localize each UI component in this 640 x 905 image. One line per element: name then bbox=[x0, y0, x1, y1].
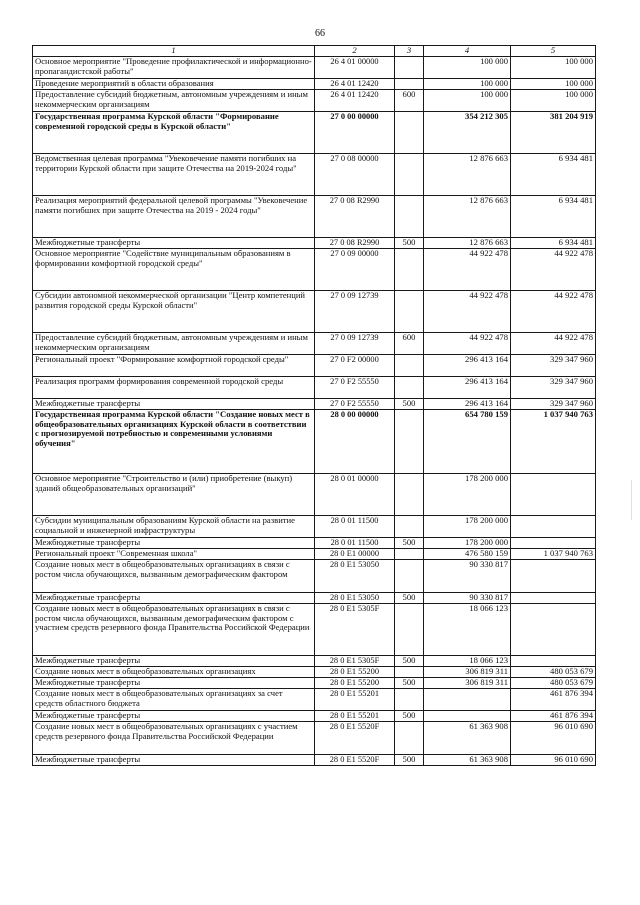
row-code: 28 0 01 11500 bbox=[315, 516, 395, 538]
row-amount-year-1: 18 066 123 bbox=[424, 656, 511, 667]
row-amount-year-2: 480 053 679 bbox=[511, 678, 596, 689]
row-code: 26 4 01 12420 bbox=[315, 90, 395, 112]
row-amount-year-2: 461 876 394 bbox=[511, 689, 596, 711]
row-name: Создание новых мест в общеобразовательных организациях bbox=[33, 667, 315, 678]
row-amount-year-2: 329 347 960 bbox=[511, 377, 596, 399]
column-header-year-1: 4 bbox=[424, 46, 511, 57]
row-amount-year-2: 44 922 478 bbox=[511, 291, 596, 333]
row-amount-year-1 bbox=[424, 689, 511, 711]
row-code: 27 0 00 00000 bbox=[315, 112, 395, 154]
row-amount-year-2: 480 053 679 bbox=[511, 667, 596, 678]
row-amount-year-1: 100 000 bbox=[424, 57, 511, 79]
row-amount-year-2: 329 347 960 bbox=[511, 355, 596, 377]
row-name: Основное мероприятие "Проведение профилактической и информационно-пропагандистской работы" bbox=[33, 57, 315, 79]
row-amount-year-1: 100 000 bbox=[424, 90, 511, 112]
row-kvr: 500 bbox=[395, 656, 424, 667]
row-code: 27 0 08 R2990 bbox=[315, 196, 395, 238]
column-header-year-2: 5 bbox=[511, 46, 596, 57]
row-amount-year-2: 6 934 481 bbox=[511, 196, 596, 238]
row-amount-year-1: 18 066 123 bbox=[424, 604, 511, 656]
table-row bbox=[33, 90, 596, 112]
row-amount-year-1: 12 876 663 bbox=[424, 238, 511, 249]
table-row bbox=[33, 79, 596, 90]
row-name: Региональный проект "Формирование комфортной городской среды" bbox=[33, 355, 315, 377]
row-kvr bbox=[395, 410, 424, 474]
table-row bbox=[33, 377, 596, 399]
table-row bbox=[33, 249, 596, 291]
row-code: 27 0 08 00000 bbox=[315, 154, 395, 196]
row-code: 27 0 F2 55550 bbox=[315, 377, 395, 399]
row-amount-year-2: 329 347 960 bbox=[511, 399, 596, 410]
row-amount-year-2 bbox=[511, 516, 596, 538]
row-kvr bbox=[395, 377, 424, 399]
row-amount-year-2: 100 000 bbox=[511, 90, 596, 112]
row-name: Создание новых мест в общеобразовательных организациях в связи с ростом числа обучающихся, вызванным демографическим фактором с участием средств резервного фонда Правительства Российской Федерации bbox=[33, 604, 315, 656]
row-code: 28 0 E1 00000 bbox=[315, 549, 395, 560]
row-amount-year-1: 61 363 908 bbox=[424, 755, 511, 766]
row-amount-year-2: 100 000 bbox=[511, 57, 596, 79]
row-code: 28 0 E1 55200 bbox=[315, 678, 395, 689]
table-row bbox=[33, 656, 596, 667]
row-amount-year-2 bbox=[511, 560, 596, 593]
row-amount-year-2: 1 037 940 763 bbox=[511, 549, 596, 560]
row-kvr bbox=[395, 560, 424, 593]
row-kvr bbox=[395, 79, 424, 90]
row-amount-year-1: 306 819 311 bbox=[424, 667, 511, 678]
scan-edge-mark bbox=[631, 480, 636, 520]
row-amount-year-1: 100 000 bbox=[424, 79, 511, 90]
row-code: 28 0 E1 5305F bbox=[315, 604, 395, 656]
row-name: Межбюджетные трансферты bbox=[33, 755, 315, 766]
row-amount-year-1: 44 922 478 bbox=[424, 291, 511, 333]
row-amount-year-2 bbox=[511, 538, 596, 549]
table-row bbox=[33, 112, 596, 154]
row-code: 28 0 E1 55201 bbox=[315, 689, 395, 711]
row-code: 28 0 E1 55201 bbox=[315, 711, 395, 722]
row-amount-year-2 bbox=[511, 604, 596, 656]
row-name: Государственная программа Курской области "Создание новых мест в общеобразовательных организациях Курской области в соответствии с прогнозируемой потребностью и современными условиями обучения" bbox=[33, 410, 315, 474]
row-amount-year-2 bbox=[511, 656, 596, 667]
row-kvr bbox=[395, 57, 424, 79]
row-code: 28 0 E1 53050 bbox=[315, 593, 395, 604]
row-name: Государственная программа Курской области "Формирование современной городской среды в Курской области" bbox=[33, 112, 315, 154]
row-name: Субсидии автономной некоммерческой организации "Центр компетенций развития городской среды Курской области" bbox=[33, 291, 315, 333]
row-kvr bbox=[395, 549, 424, 560]
row-amount-year-2: 44 922 478 bbox=[511, 333, 596, 355]
row-amount-year-1: 296 413 164 bbox=[424, 355, 511, 377]
row-amount-year-1: 178 200 000 bbox=[424, 474, 511, 516]
table-row bbox=[33, 474, 596, 516]
column-header-code: 2 bbox=[315, 46, 395, 57]
table-row bbox=[33, 538, 596, 549]
table-row bbox=[33, 549, 596, 560]
row-name: Создание новых мест в общеобразовательных организациях в связи с ростом числа обучающихся, вызванным демографическим фактором bbox=[33, 560, 315, 593]
row-kvr bbox=[395, 516, 424, 538]
row-amount-year-1 bbox=[424, 711, 511, 722]
row-name: Реализация мероприятий федеральной целевой программы "Увековечение памяти погибших при защите Отечества на 2019 - 2024 годы" bbox=[33, 196, 315, 238]
row-kvr: 500 bbox=[395, 238, 424, 249]
row-name: Субсидии муниципальным образованиям Курской области на развитие социальной и инженерной инфраструктуры bbox=[33, 516, 315, 538]
row-amount-year-1: 12 876 663 bbox=[424, 154, 511, 196]
row-kvr bbox=[395, 604, 424, 656]
row-name: Межбюджетные трансферты bbox=[33, 399, 315, 410]
table-row bbox=[33, 604, 596, 656]
row-name: Основное мероприятие "Содействие муниципальным образованиям в формировании комфортной городской среды" bbox=[33, 249, 315, 291]
row-amount-year-2: 1 037 940 763 bbox=[511, 410, 596, 474]
row-name: Предоставление субсидий бюджетным, автономным учреждениям и иным некоммерческим организациям bbox=[33, 90, 315, 112]
row-kvr: 500 bbox=[395, 678, 424, 689]
row-kvr: 600 bbox=[395, 90, 424, 112]
row-code: 28 0 E1 5305F bbox=[315, 656, 395, 667]
row-amount-year-1: 654 780 159 bbox=[424, 410, 511, 474]
row-amount-year-1: 476 580 159 bbox=[424, 549, 511, 560]
table-row bbox=[33, 560, 596, 593]
table-row bbox=[33, 154, 596, 196]
row-kvr bbox=[395, 722, 424, 755]
table-row bbox=[33, 196, 596, 238]
row-amount-year-2: 461 876 394 bbox=[511, 711, 596, 722]
row-amount-year-1: 90 330 817 bbox=[424, 560, 511, 593]
row-amount-year-1: 44 922 478 bbox=[424, 249, 511, 291]
row-kvr bbox=[395, 112, 424, 154]
row-amount-year-1: 178 200 000 bbox=[424, 538, 511, 549]
table-row bbox=[33, 410, 596, 474]
row-amount-year-1: 178 200 000 bbox=[424, 516, 511, 538]
row-amount-year-1: 306 819 311 bbox=[424, 678, 511, 689]
row-kvr bbox=[395, 474, 424, 516]
row-amount-year-2: 44 922 478 bbox=[511, 249, 596, 291]
row-code: 28 0 E1 5520F bbox=[315, 722, 395, 755]
row-amount-year-2: 96 010 690 bbox=[511, 755, 596, 766]
row-name: Проведение мероприятий в области образования bbox=[33, 79, 315, 90]
row-code: 26 4 01 12420 bbox=[315, 79, 395, 90]
row-name: Межбюджетные трансферты bbox=[33, 593, 315, 604]
row-code: 27 0 08 R2990 bbox=[315, 238, 395, 249]
table-row bbox=[33, 333, 596, 355]
table-row bbox=[33, 399, 596, 410]
row-name: Межбюджетные трансферты bbox=[33, 538, 315, 549]
row-amount-year-2: 6 934 481 bbox=[511, 154, 596, 196]
table-row bbox=[33, 689, 596, 711]
row-code: 28 0 01 11500 bbox=[315, 538, 395, 549]
table-row bbox=[33, 722, 596, 755]
row-code: 26 4 01 00000 bbox=[315, 57, 395, 79]
row-code: 28 0 E1 5520F bbox=[315, 755, 395, 766]
column-header-kvr: 3 bbox=[395, 46, 424, 57]
table-row bbox=[33, 238, 596, 249]
table-row bbox=[33, 667, 596, 678]
table-row bbox=[33, 355, 596, 377]
row-amount-year-1: 90 330 817 bbox=[424, 593, 511, 604]
row-amount-year-1: 61 363 908 bbox=[424, 722, 511, 755]
row-kvr: 500 bbox=[395, 399, 424, 410]
row-amount-year-2: 6 934 481 bbox=[511, 238, 596, 249]
table-row bbox=[33, 711, 596, 722]
row-amount-year-2 bbox=[511, 593, 596, 604]
row-code: 27 0 09 12739 bbox=[315, 291, 395, 333]
row-code: 28 0 00 00000 bbox=[315, 410, 395, 474]
column-header-name: 1 bbox=[33, 46, 315, 57]
row-amount-year-1: 354 212 305 bbox=[424, 112, 511, 154]
table-row bbox=[33, 755, 596, 766]
row-code: 27 0 F2 00000 bbox=[315, 355, 395, 377]
row-kvr bbox=[395, 291, 424, 333]
budget-table bbox=[32, 45, 596, 766]
row-name: Реализация программ формирования современной городской среды bbox=[33, 377, 315, 399]
row-kvr bbox=[395, 154, 424, 196]
row-code: 27 0 09 00000 bbox=[315, 249, 395, 291]
row-kvr bbox=[395, 689, 424, 711]
row-name: Межбюджетные трансферты bbox=[33, 678, 315, 689]
column-header-row bbox=[33, 46, 596, 57]
row-code: 27 0 09 12739 bbox=[315, 333, 395, 355]
row-kvr bbox=[395, 355, 424, 377]
row-name: Межбюджетные трансферты bbox=[33, 238, 315, 249]
row-kvr: 500 bbox=[395, 711, 424, 722]
row-code: 28 0 E1 55200 bbox=[315, 667, 395, 678]
row-amount-year-2 bbox=[511, 474, 596, 516]
row-amount-year-2: 381 204 919 bbox=[511, 112, 596, 154]
row-amount-year-1: 44 922 478 bbox=[424, 333, 511, 355]
budget-table-body bbox=[33, 46, 596, 766]
row-code: 28 0 E1 53050 bbox=[315, 560, 395, 593]
row-code: 27 0 F2 55550 bbox=[315, 399, 395, 410]
table-row bbox=[33, 516, 596, 538]
row-kvr: 500 bbox=[395, 755, 424, 766]
row-amount-year-1: 12 876 663 bbox=[424, 196, 511, 238]
row-name: Региональный проект "Современная школа" bbox=[33, 549, 315, 560]
row-name: Создание новых мест в общеобразовательных организациях с участием средств резервного фонда Правительства Российской Федерации bbox=[33, 722, 315, 755]
row-code: 28 0 01 00000 bbox=[315, 474, 395, 516]
row-kvr: 500 bbox=[395, 538, 424, 549]
table-row bbox=[33, 678, 596, 689]
row-name: Основное мероприятие "Строительство и (или) приобретение (выкуп) зданий общеобразовательных организаций" bbox=[33, 474, 315, 516]
row-name: Предоставление субсидий бюджетным, автономным учреждениям и иным некоммерческим организациям bbox=[33, 333, 315, 355]
row-name: Создание новых мест в общеобразовательных организациях за счет средств областного бюджета bbox=[33, 689, 315, 711]
row-kvr bbox=[395, 667, 424, 678]
table-row bbox=[33, 593, 596, 604]
table-row bbox=[33, 291, 596, 333]
row-name: Межбюджетные трансферты bbox=[33, 656, 315, 667]
table-row bbox=[33, 57, 596, 79]
row-amount-year-1: 296 413 164 bbox=[424, 399, 511, 410]
page-number: 66 bbox=[315, 28, 325, 39]
row-amount-year-1: 296 413 164 bbox=[424, 377, 511, 399]
row-amount-year-2: 96 010 690 bbox=[511, 722, 596, 755]
row-name: Ведомственная целевая программа "Увековечение памяти погибших на территории Курской области при защите Отечества на 2019-2024 годы" bbox=[33, 154, 315, 196]
row-kvr bbox=[395, 196, 424, 238]
row-name: Межбюджетные трансферты bbox=[33, 711, 315, 722]
row-kvr bbox=[395, 249, 424, 291]
row-kvr: 500 bbox=[395, 593, 424, 604]
row-amount-year-2: 100 000 bbox=[511, 79, 596, 90]
row-kvr: 600 bbox=[395, 333, 424, 355]
